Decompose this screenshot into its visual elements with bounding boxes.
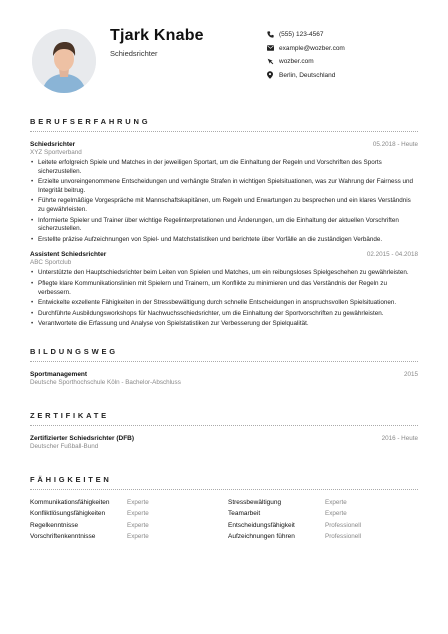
section-divider xyxy=(30,361,418,362)
job-bullet: • Verantwortete die Erfassung und Analyse von Spielstatistiken zur Verbesserung der Spielqualität. xyxy=(30,320,418,329)
skill-level: Professionell xyxy=(325,521,362,529)
skill-name: Konfliktlösungsfähigkeiten xyxy=(30,510,106,518)
contact-location xyxy=(267,69,345,83)
skills-grid xyxy=(30,499,418,540)
skill-level: Experte xyxy=(127,521,149,529)
job-title: Assistent Schiedsrichter xyxy=(30,251,107,259)
contact-phone[interactable] xyxy=(267,28,345,42)
job-bullet: • Unterstützte den Hauptschiedsrichter beim Leiten von Spielen und Matches, um ein reibungsloses Spielgeschehen zu gewährleisten. xyxy=(30,269,418,278)
skill-name: Stressbewältigung xyxy=(228,498,282,506)
job-dates: 05.2018 - Heute xyxy=(372,141,418,148)
experience-section xyxy=(30,117,418,329)
certificate-title: Zertifizierter Schiedsrichter (DFB) xyxy=(30,434,135,442)
education-heading: BILDUNGSWEG xyxy=(30,346,118,356)
contact-list xyxy=(267,28,345,82)
location-icon xyxy=(267,71,279,79)
contact-location-text: Berlin, Deutschland xyxy=(279,71,336,79)
education-school: Deutsche Sporthochschule Köln - Bachelor-Abschluss xyxy=(30,378,181,386)
certificate-date: 2016 - Heute xyxy=(381,434,418,442)
contact-website[interactable] xyxy=(267,55,345,69)
skills-heading: FÄHIGKEITEN xyxy=(30,474,112,484)
skill-level: Experte xyxy=(325,510,347,518)
skill-name: Teamarbeit xyxy=(228,510,261,518)
resume-header xyxy=(30,0,418,108)
certificates-heading: ZERTIFIKATE xyxy=(30,410,109,420)
skill-level: Experte xyxy=(127,532,149,540)
candidate-name: Tjark Knabe xyxy=(110,27,204,44)
link-icon xyxy=(267,58,279,65)
experience-heading: BERUFSERFAHRUNG xyxy=(30,117,151,126)
job-bullet: • Pflegte klare Kommunikationslinien mit Spielern und Trainern, um Konflikte zu minimieren und das Verständnis der Regeln zu verbessern. xyxy=(30,280,418,297)
job-bullets xyxy=(30,159,418,244)
candidate-title: Schiedsrichter xyxy=(110,49,158,58)
skill-name: Kommunikationsfähigkeiten xyxy=(30,498,110,506)
job-dates: 02.2015 - 04.2018 xyxy=(366,251,418,259)
job-entry xyxy=(30,141,418,244)
certificate-issuer: Deutscher Fußball-Bund xyxy=(30,442,99,450)
contact-phone-text: (555) 123-4567 xyxy=(279,31,324,39)
job-title: Schiedsrichter xyxy=(30,141,76,148)
job-bullets xyxy=(30,269,418,329)
job-bullet: • Erstellte präzise Aufzeichnungen von Spiel- und Matchstatistiken und berichtete über Vorfälle an die zuständigen Verbände. xyxy=(30,236,418,245)
section-divider xyxy=(30,489,418,490)
job-company: ABC Sportclub xyxy=(30,259,72,267)
email-icon xyxy=(267,45,279,51)
contact-email[interactable] xyxy=(267,42,345,56)
job-bullet: • Informierte Spieler und Trainer über wichtige Regelinterpretationen und Änderungen, um die Einhaltung der aktuellen Vorschriften sicherzustellen. xyxy=(30,217,418,234)
skill-level: Experte xyxy=(127,498,149,506)
skill-name: Aufzeichnungen führen xyxy=(228,532,295,540)
skills-section xyxy=(30,475,418,540)
skill-level: Professionell xyxy=(325,532,362,540)
certificate-entry xyxy=(30,435,418,450)
job-bullet: • Durchführte Ausbildungsworkshops für Nachwuchsschiedsrichter, um die Einhaltung der Sportvorschriften zu gewährleisten. xyxy=(30,310,418,319)
job-bullet: • Führte regelmäßige Vorgespräche mit Mannschaftskapitänen, um Regeln und Erwartungen zu besprechen und ein klares Verständnis zu gewährleisten. xyxy=(30,197,418,214)
job-bullet: • Erzielte unvoreingenommene Entscheidungen und verhängte Strafen in wichtigen Spielsituationen, was zur Wahrung der Fairness und Integrität beitrug. xyxy=(30,178,418,195)
profile-photo xyxy=(32,29,96,93)
skill-name: Vorschriftenkenntnisse xyxy=(30,532,96,540)
section-divider xyxy=(30,425,418,426)
phone-icon xyxy=(267,31,279,38)
job-entry xyxy=(30,251,418,329)
contact-email-text: example@wozber.com xyxy=(279,44,345,52)
education-entry xyxy=(30,371,418,386)
job-bullet: • Leitete erfolgreich Spiele und Matches in der jeweiligen Sportart, um die Einhaltung der Regeln und Vorschriften des Sports sicherzustellen. xyxy=(30,159,418,176)
education-section xyxy=(30,347,418,386)
job-bullet: • Entwickelte exzellente Fähigkeiten in der Stressbewältigung durch schnelle Entscheidungen in anspruchsvollen Spielsituationen. xyxy=(30,299,418,308)
skill-name: Entscheidungsfähigkeit xyxy=(228,521,295,529)
education-degree: Sportmanagement xyxy=(30,370,88,378)
education-date: 2015 xyxy=(403,370,418,378)
skill-level: Experte xyxy=(325,498,347,506)
skill-level: Experte xyxy=(127,510,149,518)
skill-name: Regelkenntnisse xyxy=(30,521,79,529)
certificates-section xyxy=(30,411,418,450)
contact-website-text: wozber.com xyxy=(279,58,314,66)
section-divider xyxy=(30,131,418,132)
avatar xyxy=(32,29,96,93)
job-company: XYZ Sportverband xyxy=(30,149,82,156)
